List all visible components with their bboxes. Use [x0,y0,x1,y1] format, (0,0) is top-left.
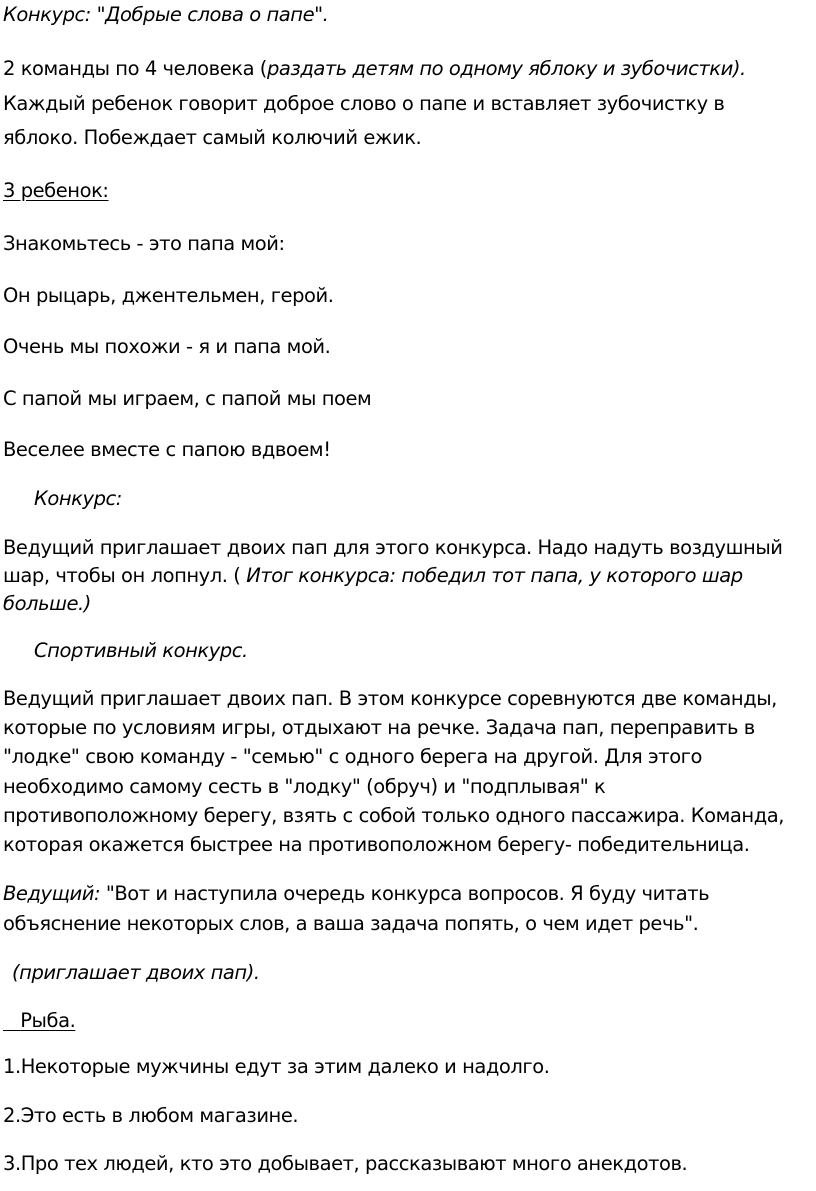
sport-contest-line5: противоположному берегу, взять с собой только одного пассажира. Команда, [3,804,784,827]
balloon-contest-line3 [3,589,811,618]
sport-contest-line6: которая окажется быстрее на противоположном берегу- победительница. [3,833,750,856]
host-label: Ведущий: [3,882,101,905]
fish-heading [3,1006,811,1035]
balloon-contest-line2 [3,561,811,590]
fish-heading-text: Рыба. [20,1009,76,1032]
sport-contest-heading-text: Спортивный конкурс. [34,639,248,662]
poem-line-5: Веселее вместе с папою вдвоем! [3,438,331,461]
teams-paragraph-line2: Каждый ребенок говорит доброе слово о папе и вставляет зубочистку в [3,92,725,115]
balloon-contest-result: Итог конкурса: победил тот папа, у которого шар [246,564,743,587]
invite-note-text: (приглашает двоих пап). [12,961,260,984]
host-speech-line2: объяснение некоторых слов, а ваша задача попять, о чем идет речь". [3,912,699,935]
teams-text: 2 команды по 4 человека ( [3,57,267,80]
poem-line-3: Очень мы похожи - я и папа мой. [3,335,331,358]
balloon-contest-heading-text: Конкурс: [34,487,122,510]
question-1: 1.Некоторые мужчины едут за этим далеко и надолго. [3,1055,550,1078]
question-2: 2.Это есть в любом магазине. [3,1104,299,1127]
sport-contest-heading [3,636,816,665]
poem-line-1: Знакомьтесь - это папа мой: [3,232,285,255]
teams-paragraph-line1 [3,54,811,83]
sport-contest-line2: которые по условиям игры, отдыхают на речке. Задача пап, переправить в [3,716,755,739]
child-3-heading [3,176,811,205]
balloon-contest-line1: Ведущий приглашает двоих пап для этого конкурса. Надо надуть воздушный [3,536,783,559]
question-3: 3.Про тех людей, кто это добывает, рассказывают много анекдотов. [3,1152,688,1175]
sport-contest-line4: необходимо самому сесть в "лодку" (обруч) и "подплывая" к [3,775,606,798]
teams-paragraph-line3: яблоко. Побеждает самый колючий ежик. [3,126,422,149]
balloon-contest-heading [3,484,816,513]
host-speech-text: "Вот и наступила очередь конкурса вопросов. Я буду читать [100,882,710,905]
host-speech-line1 [3,879,811,908]
balloon-contest-text: шар, чтобы он лопнул. ( [3,564,247,587]
contest-title [3,0,811,29]
contest-title-text: Конкурс: "Добрые слова о папе". [3,3,329,26]
child-3-heading-text: 3 ребенок: [3,179,109,202]
poem-line-2: Он рыцарь, джентельмен, герой. [3,284,334,307]
balloon-contest-result-end: больше.) [3,592,91,615]
invite-note [3,958,816,987]
sport-contest-line1: Ведущий приглашает двоих пап. В этом конкурсе соревнуются две команды, [3,687,777,710]
poem-line-4: С папой мы играем, с папой мы поем [3,387,372,410]
fish-heading-underline [3,1009,75,1032]
teams-italic-note: раздать детям по одному яблоку и зубочистки). [266,57,746,80]
sport-contest-line3: "лодке" свою команду - "семью" с одного берега на другой. Для этого [3,745,702,768]
